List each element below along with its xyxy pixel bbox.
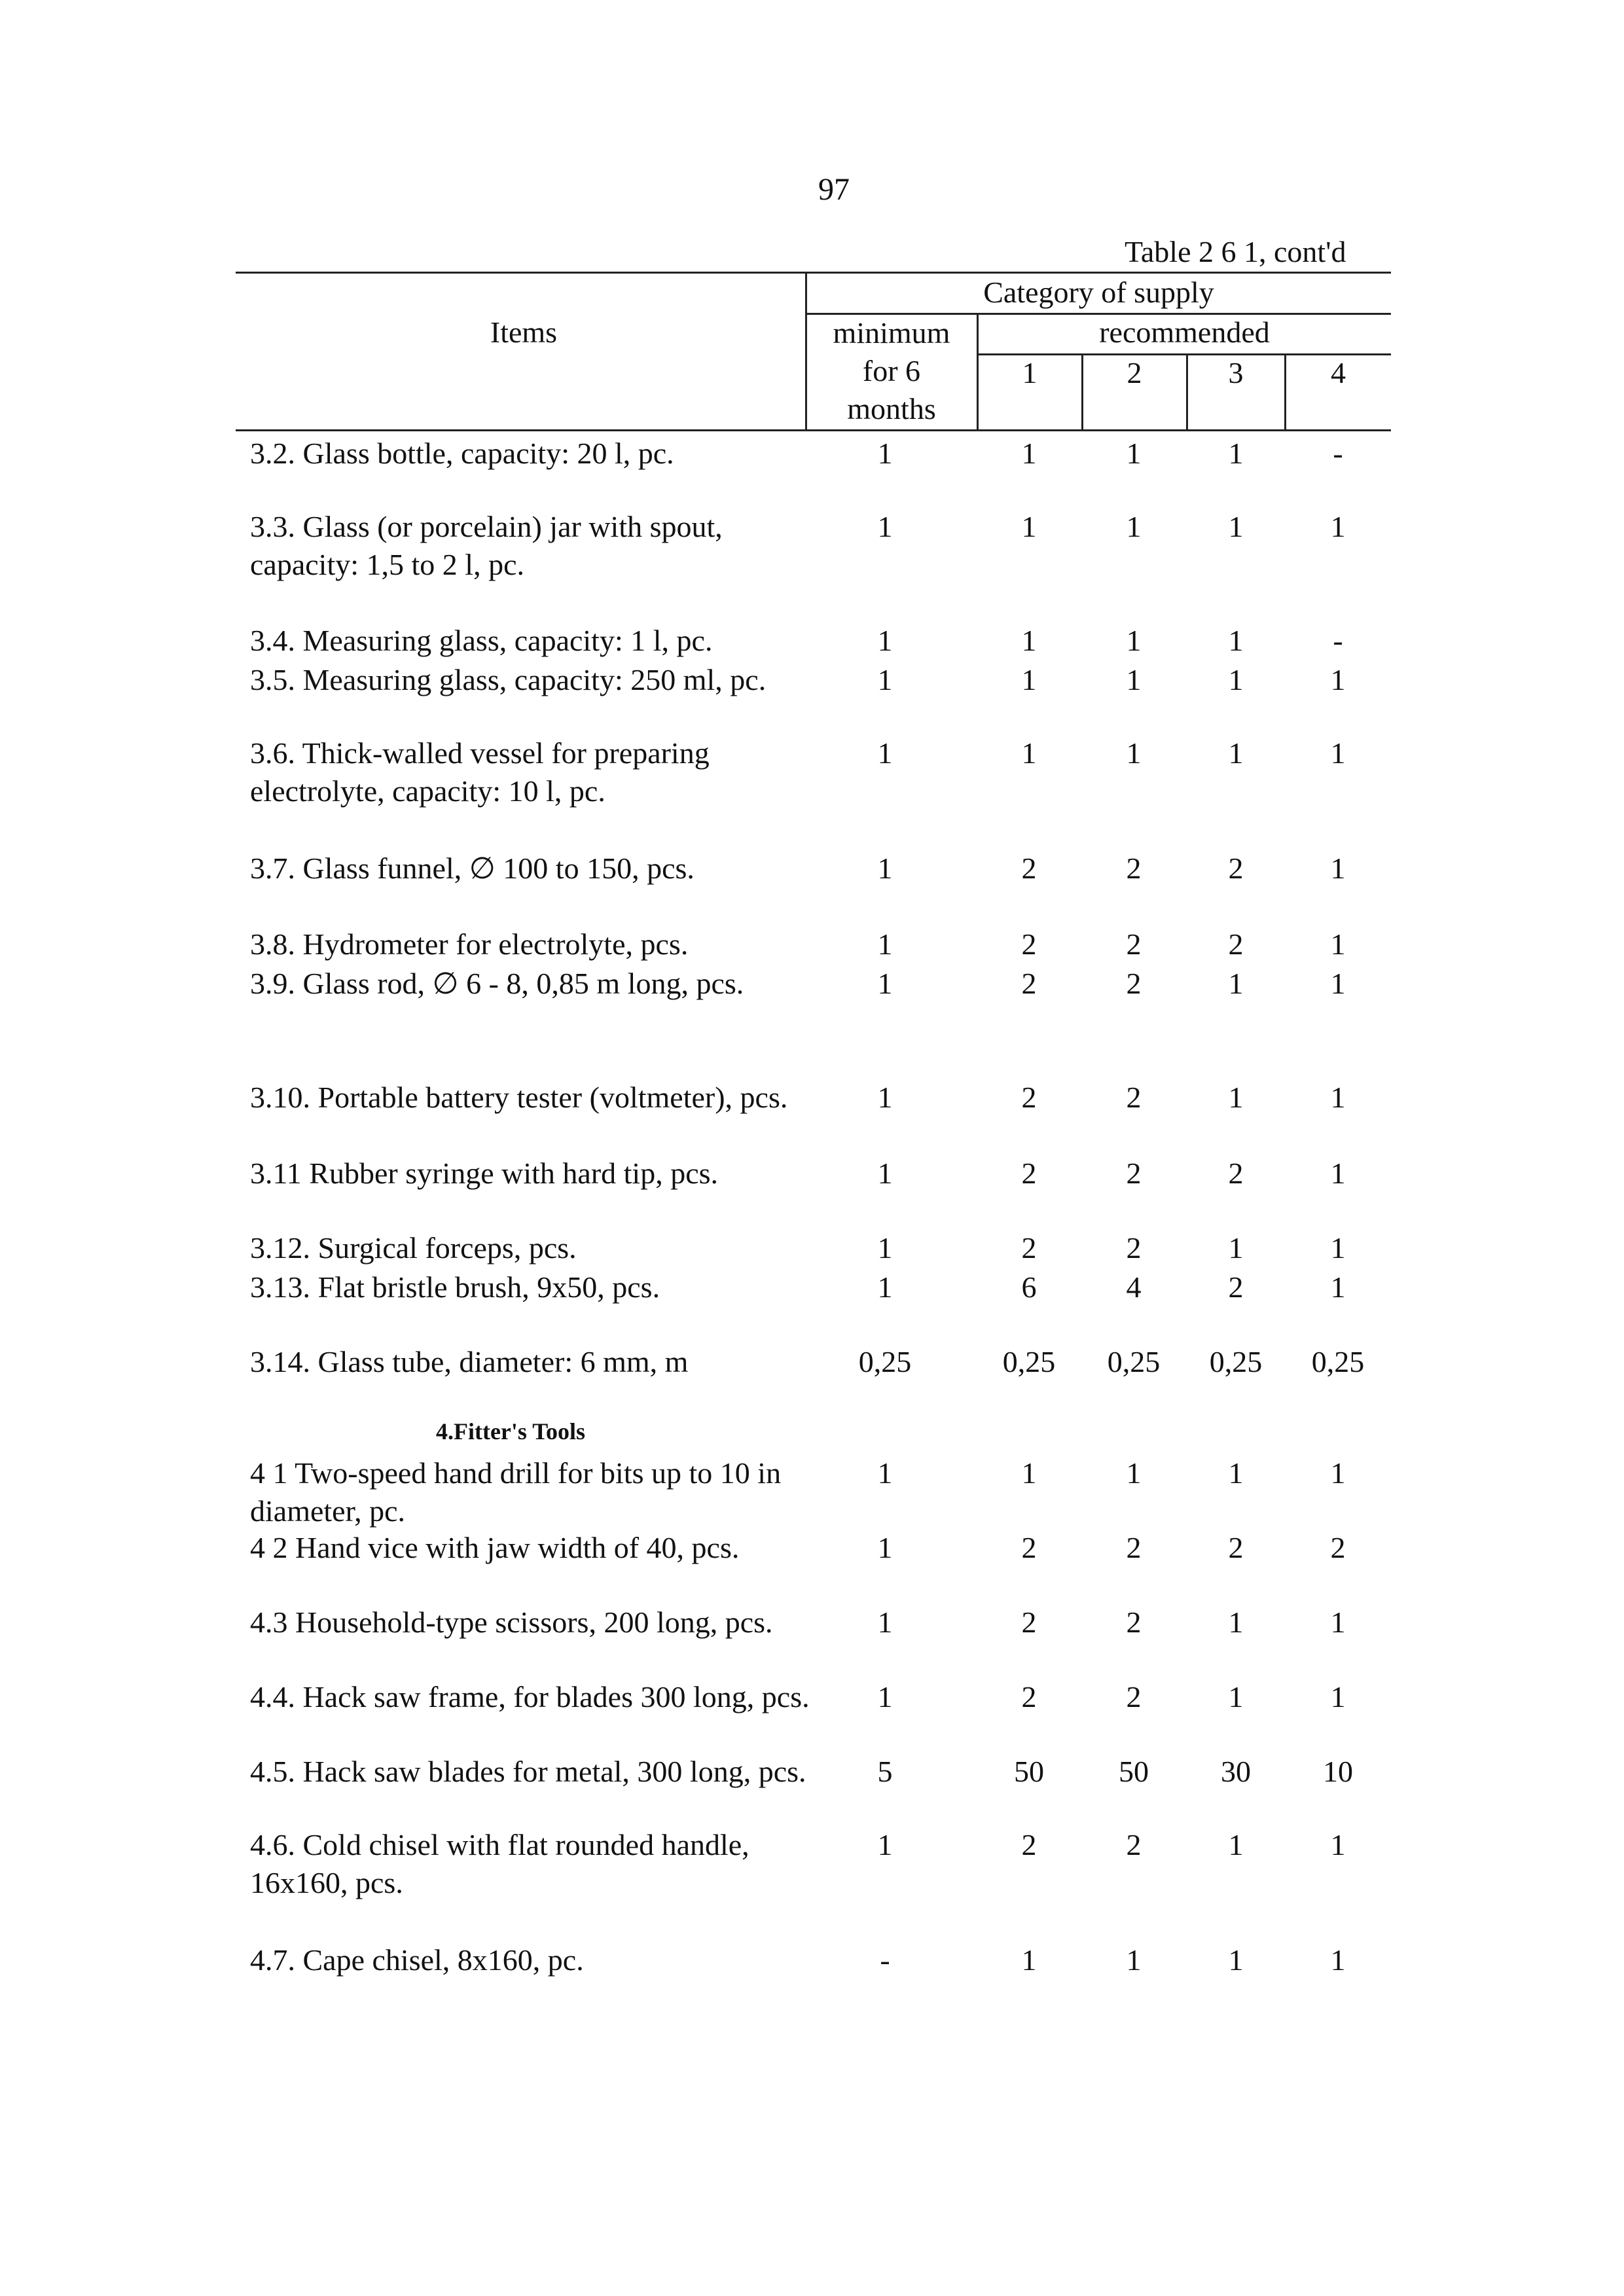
category-3-value: 1 (1228, 1828, 1244, 1861)
item-description: Portable battery tester (voltmeter), pcs. (317, 1081, 788, 1114)
category-4-value: 1 (1330, 1231, 1346, 1265)
category-1-value: 2 (1021, 927, 1037, 961)
minimum-value: 1 (877, 663, 893, 696)
item-cell (250, 1343, 826, 1381)
item-cell (250, 1529, 826, 1567)
item-number: 4 1 (250, 1456, 288, 1490)
category-2-value: 50 (1119, 1755, 1149, 1788)
category-4-value: 1 (1330, 510, 1346, 543)
category-1-value: 2 (1021, 1081, 1037, 1114)
category-1-value: 2 (1021, 967, 1037, 1000)
category-1-value: 6 (1021, 1270, 1037, 1304)
category-4-value: 1 (1330, 1680, 1346, 1713)
category-1-value: 1 (1021, 1456, 1037, 1490)
item-description: Glass funnel, ∅ 100 to 150, pcs. (302, 852, 695, 885)
item-description: Measuring glass, capacity: 1 l, pc. (302, 624, 713, 657)
minimum-value: 5 (877, 1755, 893, 1788)
item-cell (250, 925, 826, 963)
item-cell (250, 661, 826, 699)
category-4-value: - (1333, 437, 1343, 470)
category-3-value: 2 (1228, 1157, 1244, 1190)
item-cell (250, 1229, 826, 1267)
minimum-value: 1 (877, 967, 893, 1000)
item-number: 3.2. (250, 437, 295, 470)
category-3-value: 1 (1228, 1680, 1244, 1713)
category-1-value: 2 (1021, 1680, 1037, 1713)
item-cell (250, 622, 826, 660)
category-1-value: 2 (1021, 1828, 1037, 1861)
header-recommended: recommended (1099, 315, 1270, 349)
category-4-value: 10 (1323, 1755, 1353, 1788)
minimum-value: 1 (877, 624, 893, 657)
category-4-value: 1 (1330, 663, 1346, 696)
category-4-value: 1 (1330, 927, 1346, 961)
item-description: Hack saw blades for metal, 300 long, pcs. (302, 1755, 806, 1788)
category-4-value: 1 (1330, 852, 1346, 885)
category-3-value: 1 (1228, 663, 1244, 696)
item-number: 3.14. (250, 1345, 310, 1378)
category-3-value: 1 (1228, 1943, 1244, 1977)
item-description: Glass bottle, capacity: 20 l, pc. (302, 437, 674, 470)
item-cell (250, 965, 826, 1003)
category-2-value: 1 (1126, 510, 1142, 543)
category-2-value: 2 (1126, 1531, 1142, 1564)
item-number: 3.3. (250, 510, 295, 543)
category-1-value: 1 (1021, 624, 1037, 657)
item-description: Cape chisel, 8x160, pc. (302, 1943, 584, 1977)
minimum-value: 1 (877, 1531, 893, 1564)
category-3-value: 1 (1228, 1456, 1244, 1490)
category-2-value: 2 (1126, 927, 1142, 961)
item-description: Surgical forceps, pcs. (317, 1231, 577, 1265)
header-col-4: 4 (1331, 356, 1346, 389)
category-1-value: 1 (1021, 437, 1037, 470)
item-cell (250, 1604, 826, 1641)
category-2-value: 4 (1126, 1270, 1142, 1304)
item-number: 3.4. (250, 624, 295, 657)
category-1-value: 2 (1021, 1605, 1037, 1639)
item-cell (250, 1079, 826, 1117)
item-cell (250, 1678, 826, 1716)
minimum-value: 1 (877, 1270, 893, 1304)
category-3-value: 1 (1228, 624, 1244, 657)
item-number: 4.4. (250, 1680, 295, 1713)
item-description: Hack saw frame, for blades 300 long, pcs. (302, 1680, 810, 1713)
category-2-value: 2 (1126, 1605, 1142, 1639)
category-3-value: 1 (1228, 1231, 1244, 1265)
category-1-value: 0,25 (1002, 1345, 1056, 1378)
category-3-value: 0,25 (1209, 1345, 1263, 1378)
category-4-value: 0,25 (1311, 1345, 1365, 1378)
category-2-value: 1 (1126, 1456, 1142, 1490)
item-description: Measuring glass, capacity: 250 ml, pc. (302, 663, 767, 696)
category-2-value: 1 (1126, 624, 1142, 657)
category-3-value: 2 (1228, 1531, 1244, 1564)
minimum-value: 0,25 (858, 1345, 912, 1378)
item-description: Two-speed hand drill for bits up to 10 in diameter, pc. (250, 1456, 782, 1528)
item-number: 3.6. (250, 736, 295, 770)
minimum-value: 1 (877, 1680, 893, 1713)
category-4-value: 1 (1330, 1157, 1346, 1190)
category-2-value: 2 (1126, 1680, 1142, 1713)
category-1-value: 1 (1021, 663, 1037, 696)
category-4-value: 1 (1330, 1456, 1346, 1490)
minimum-value: 1 (877, 437, 893, 470)
item-number: 3.8. (250, 927, 295, 961)
header-col-3: 3 (1228, 356, 1244, 389)
minimum-value: 1 (877, 1456, 893, 1490)
category-1-value: 50 (1014, 1755, 1044, 1788)
item-number: 3.9. (250, 967, 295, 1000)
minimum-value: 1 (877, 852, 893, 885)
category-1-value: 2 (1021, 1157, 1037, 1190)
header-bottom-rule (236, 429, 1391, 431)
item-number: 3.13. (250, 1270, 310, 1304)
category-2-value: 2 (1126, 1231, 1142, 1265)
minimum-value: 1 (877, 1231, 893, 1265)
category-4-value: 1 (1330, 967, 1346, 1000)
category-4-value: 1 (1330, 1270, 1346, 1304)
minimum-value: - (880, 1943, 890, 1977)
category-2-value: 2 (1126, 1828, 1142, 1861)
item-number: 4.5. (250, 1755, 295, 1788)
header-category: Category of supply (983, 276, 1214, 309)
item-number: 4.7. (250, 1943, 295, 1977)
minimum-value: 1 (877, 1605, 893, 1639)
minimum-value: 1 (877, 927, 893, 961)
category-3-value: 2 (1228, 927, 1244, 961)
category-2-value: 1 (1126, 736, 1142, 770)
item-number: 4.6. (250, 1828, 295, 1861)
minimum-value: 1 (877, 1828, 893, 1861)
item-description: Household-type scissors, 200 long, pcs. (295, 1605, 773, 1639)
item-description: Hydrometer for electrolyte, pcs. (302, 927, 689, 961)
item-cell (250, 734, 826, 810)
category-4-value: 1 (1330, 1081, 1346, 1114)
category-1-value: 2 (1021, 852, 1037, 885)
category-4-value: 1 (1330, 1943, 1346, 1977)
minimum-value: 1 (877, 736, 893, 770)
table-caption: Table 2 6 1, cont'd (1125, 235, 1346, 268)
category-2-value: 2 (1126, 1157, 1142, 1190)
category-4-value: - (1333, 624, 1343, 657)
minimum-value: 1 (877, 1081, 893, 1114)
page-number: 97 (818, 172, 850, 207)
item-cell (250, 850, 826, 888)
item-cell (250, 508, 826, 584)
category-3-value: 1 (1228, 1605, 1244, 1639)
item-description: Rubber syringe with hard tip, pcs. (309, 1157, 719, 1190)
item-description: Glass tube, diameter: 6 mm, m (317, 1345, 689, 1378)
category-4-value: 1 (1330, 1828, 1346, 1861)
item-number: 4 2 (250, 1531, 288, 1564)
category-3-value: 1 (1228, 736, 1244, 770)
header-items: Items (490, 315, 558, 349)
category-1-value: 1 (1021, 736, 1037, 770)
section-heading: 4.Fitter's Tools (435, 1418, 585, 1444)
item-cell (250, 1454, 826, 1530)
minimum-value: 1 (877, 510, 893, 543)
category-1-value: 2 (1021, 1531, 1037, 1564)
category-2-value: 2 (1126, 967, 1142, 1000)
category-2-value: 2 (1126, 852, 1142, 885)
category-1-value: 2 (1021, 1231, 1037, 1265)
item-number: 3.10. (250, 1081, 310, 1114)
item-description: Thick-walled vessel for preparing electrolyte, capacity: 10 l, pc. (250, 736, 710, 808)
category-2-value: 1 (1126, 1943, 1142, 1977)
item-cell (250, 435, 826, 473)
item-number: 3.11 (250, 1157, 302, 1190)
item-number: 4.3 (250, 1605, 288, 1639)
header-minimum: minimum for 6 months (833, 316, 950, 425)
minimum-value: 1 (877, 1157, 893, 1190)
category-3-value: 30 (1221, 1755, 1251, 1788)
category-2-value: 1 (1126, 663, 1142, 696)
item-cell (250, 1941, 826, 1979)
category-1-value: 1 (1021, 1943, 1037, 1977)
item-cell (250, 1268, 826, 1306)
category-2-value: 1 (1126, 437, 1142, 470)
category-3-value: 1 (1228, 437, 1244, 470)
category-1-value: 1 (1021, 510, 1037, 543)
item-description: Flat bristle brush, 9x50, pcs. (317, 1270, 660, 1304)
category-3-value: 2 (1228, 852, 1244, 885)
item-number: 3.12. (250, 1231, 310, 1265)
item-number: 3.7. (250, 852, 295, 885)
item-cell (250, 1155, 826, 1193)
item-cell (250, 1826, 826, 1902)
item-description: Cold chisel with flat rounded handle, 16x160, pcs. (250, 1828, 749, 1899)
category-2-value: 0,25 (1107, 1345, 1161, 1378)
category-2-value: 2 (1126, 1081, 1142, 1114)
category-3-value: 2 (1228, 1270, 1244, 1304)
category-3-value: 1 (1228, 510, 1244, 543)
header-col-1: 1 (1022, 356, 1038, 389)
category-4-value: 2 (1330, 1531, 1346, 1564)
category-3-value: 1 (1228, 967, 1244, 1000)
item-description: Glass rod, ∅ 6 - 8, 0,85 m long, pcs. (302, 967, 744, 1000)
item-description: Glass (or porcelain) jar with spout, capacity: 1,5 to 2 l, pc. (250, 510, 723, 581)
category-4-value: 1 (1330, 736, 1346, 770)
item-description: Hand vice with jaw width of 40, pcs. (295, 1531, 740, 1564)
category-3-value: 1 (1228, 1081, 1244, 1114)
header-col-2: 2 (1127, 356, 1142, 389)
item-number: 3.5. (250, 663, 295, 696)
item-cell (250, 1753, 826, 1791)
category-4-value: 1 (1330, 1605, 1346, 1639)
